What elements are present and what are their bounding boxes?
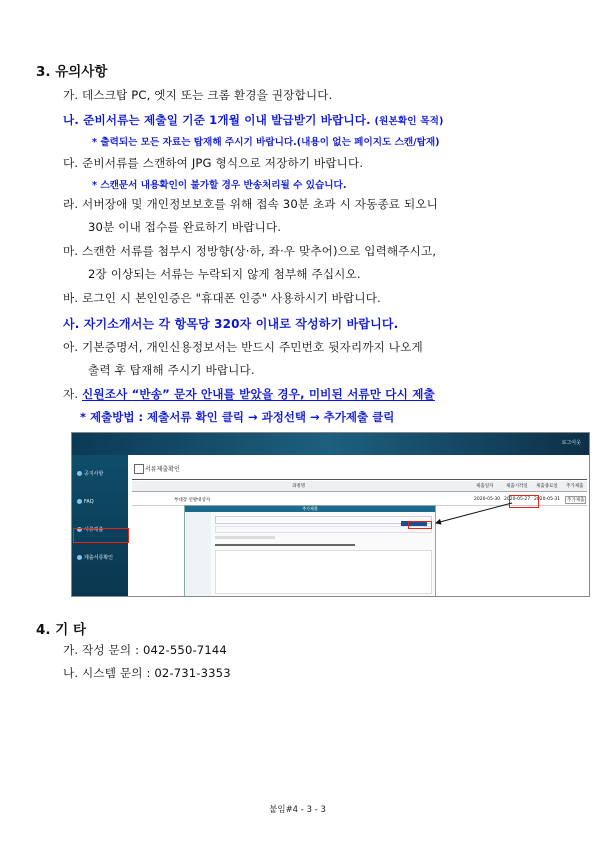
item-ba: 바. 로그인 시 본인인증은 "휴대폰 인증" 사용하시기 바랍니다. <box>63 291 381 305</box>
item-ma-line1: 마. 스캔한 서류를 첨부시 정방향(상·하, 좌·우 맞추어)으로 입력해주시고, <box>63 244 437 258</box>
screenshot-page-title: 서류제출확인 <box>145 466 180 473</box>
item-na-text: 나. 준비서류는 제출일 기준 1개월 이내 발급받기 바랍니다. <box>63 113 371 127</box>
item-a-line1: 아. 기본증명서, 개인신용정보서는 반드시 주민번호 뒷자리까지 나오게 <box>63 340 423 354</box>
arrow-icon <box>72 433 589 596</box>
dialog-titlebar: 추가제출 <box>185 506 435 512</box>
item-ra-line2: 30분 이내 접수를 완료하기 바랍니다. <box>88 220 282 234</box>
table-row: 부대장 선발대상자 2020-05-30 2020-05-27 2020-05-31 추가제출 <box>132 495 587 506</box>
item-na <box>63 112 444 128</box>
item-ga: 가. 데스크탑 PC, 엣지 또는 크롬 환경을 권장합니다. <box>63 88 333 102</box>
sidebar-item-submit: 서류제출 <box>74 523 126 537</box>
section4-title: 4. 기 타 <box>36 622 87 638</box>
table-header: 과정명 제출일자 제출시작일 제출종료일 추가제출 <box>132 481 587 492</box>
item-ja-prefix: 자. <box>63 387 79 401</box>
item-na-note: * 출력되는 모든 자료는 탑재해 주시기 바랍니다.(내용이 없는 페이지도 스캔/탑재) <box>92 137 440 148</box>
contact-system: 나. 시스템 문의 : 02-731-3353 <box>63 666 231 680</box>
item-da: 다. 준비서류를 스캔하여 JPG 형식으로 저장하기 바랍니다. <box>63 156 364 170</box>
embedded-screenshot <box>71 432 590 597</box>
page-footer: 붙임#4 - 3 - 3 <box>269 805 326 815</box>
item-ja-text: 신원조사 “반송” 문자 안내를 받았을 경우, 미비된 서류만 다시 제출 <box>82 387 435 401</box>
logout-link: 로그아웃 <box>561 440 581 446</box>
sidebar-item-notice: 공지사항 <box>74 467 126 481</box>
sidebar-item-faq: FAQ <box>74 495 126 509</box>
contact-writing: 가. 작성 문의 : 042-550-7144 <box>63 643 227 657</box>
item-ja <box>63 386 435 402</box>
item-a-line2: 출력 후 탑재해 주시기 바랍니다. <box>88 363 255 377</box>
add-submit-button: 추가제출 <box>567 498 585 503</box>
item-na-suffix: (원본확인 목적) <box>374 116 444 127</box>
item-sa: 사. 자기소개서는 각 항목당 320자 이내로 작성하기 바랍니다. <box>63 317 399 331</box>
item-ja-note: * 제출방법 : 제출서류 확인 클릭 → 과정선택 → 추가제출 클릭 <box>80 410 395 424</box>
sidebar-item-check: 제출서류확인 <box>74 551 126 565</box>
item-ra-line1: 라. 서버장애 및 개인정보보호를 위해 접속 30분 초과 시 자동종료 되오니 <box>63 197 439 211</box>
item-da-note: * 스캔문서 내용확인이 불가할 경우 반송처리될 수 있습니다. <box>92 180 347 191</box>
item-ma-line2: 2장 이상되는 서류는 누락되지 않게 첨부해 주십시오. <box>88 267 361 281</box>
section3-title: 3. 유의사항 <box>36 64 108 80</box>
